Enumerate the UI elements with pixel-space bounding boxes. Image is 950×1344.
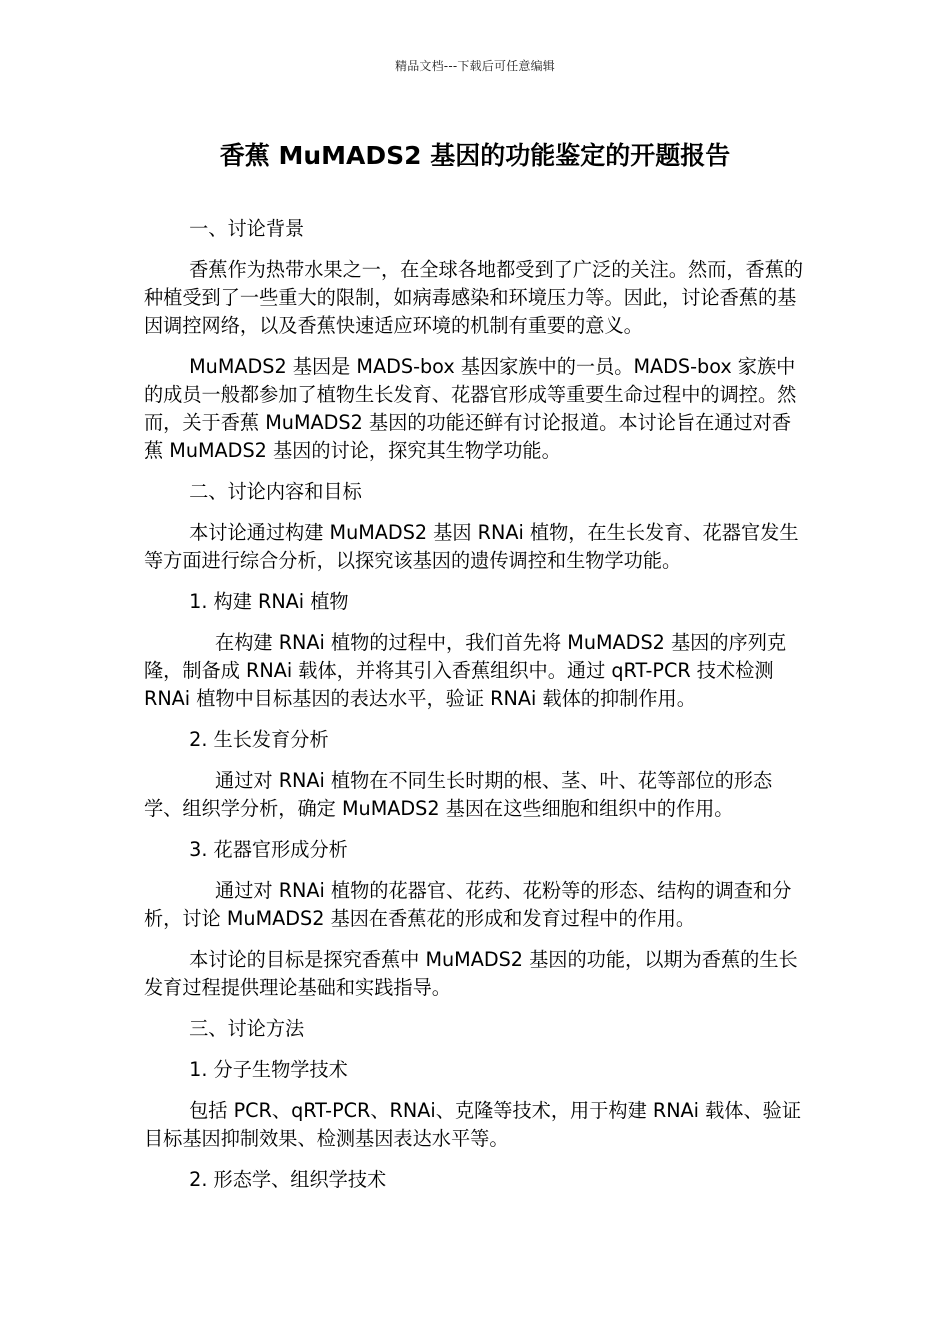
paragraph-growth-analysis: 通过对 RNAi 植物在不同生长时期的根、茎、叶、花等部位的形态学、组织学分析，确定 MuMADS2 基因在这些细胞和组织中的作用。: [144, 769, 773, 820]
section-heading-methods: 三、讨论方法: [189, 1017, 305, 1040]
paragraph-flower-analysis: 通过对 RNAi 植物的花器官、花药、花粉等的形态、结构的调查和分析，讨论 MuMADS2 基因在香蕉花的形成和发育过程中的作用。: [144, 879, 792, 930]
document-title: 香蕉 MuMADS2 基因的功能鉴定的开题报告: [219, 141, 731, 170]
paragraph-background-1: 香蕉作为热带水果之一，在全球各地都受到了广泛的关注。然而，香蕉的种植受到了一些重大的限制，如病毒感染和环境压力等。因此，讨论香蕉的基因调控网络，以及香蕉快速适应环境的机制有重要的意义。: [144, 258, 804, 337]
document-body: [144, 215, 804, 1207]
subheading-morphology-histology: 2. 形态学、组织学技术: [189, 1168, 387, 1191]
subheading-flower-analysis: 3. 花器官形成分析: [189, 838, 348, 861]
section-heading-content-goals: 二、讨论内容和目标: [189, 480, 362, 503]
header-note: 精品文档---下载后可任意编辑: [395, 59, 555, 73]
subheading-growth-analysis: 2. 生长发育分析: [189, 728, 329, 751]
paragraph-molecular-biology: 包括 PCR、qRT-PCR、RNAi、克隆等技术，用于构建 RNAi 载体、验证目标基因抑制效果、检测基因表达水平等。: [144, 1099, 802, 1150]
subheading-molecular-biology: 1. 分子生物学技术: [189, 1058, 348, 1081]
paragraph-background-2: MuMADS2 基因是 MADS-box 基因家族中的一员。MADS-box 家族中的成员一般都参加了植物生长发育、花器官形成等重要生命过程中的调控。然而，关于香蕉 MuMADS2 基因的功能还鲜有讨论报道。本讨论旨在通过对香蕉 MuMADS2 基因的讨论，探究其生物学功能。: [144, 355, 797, 462]
paragraph-research-goal: 本讨论的目标是探究香蕉中 MuMADS2 基因的功能，以期为香蕉的生长发育过程提供理论基础和实践指导。: [144, 948, 798, 999]
section-heading-background: 一、讨论背景: [189, 217, 305, 240]
paragraph-build-rnai: 在构建 RNAi 植物的过程中，我们首先将 MuMADS2 基因的序列克隆，制备成 RNAi 载体，并将其引入香蕉组织中。通过 qRT-PCR 技术检测 RNAi 植物中目标基因的表达水平，验证 RNAi 载体的抑制作用。: [144, 631, 787, 710]
subheading-build-rnai: 1. 构建 RNAi 植物: [189, 590, 349, 613]
paragraph-content-intro: 本讨论通过构建 MuMADS2 基因 RNAi 植物，在生长发育、花器官发生等方面进行综合分析，以探究该基因的遗传调控和生物学功能。: [144, 521, 799, 572]
